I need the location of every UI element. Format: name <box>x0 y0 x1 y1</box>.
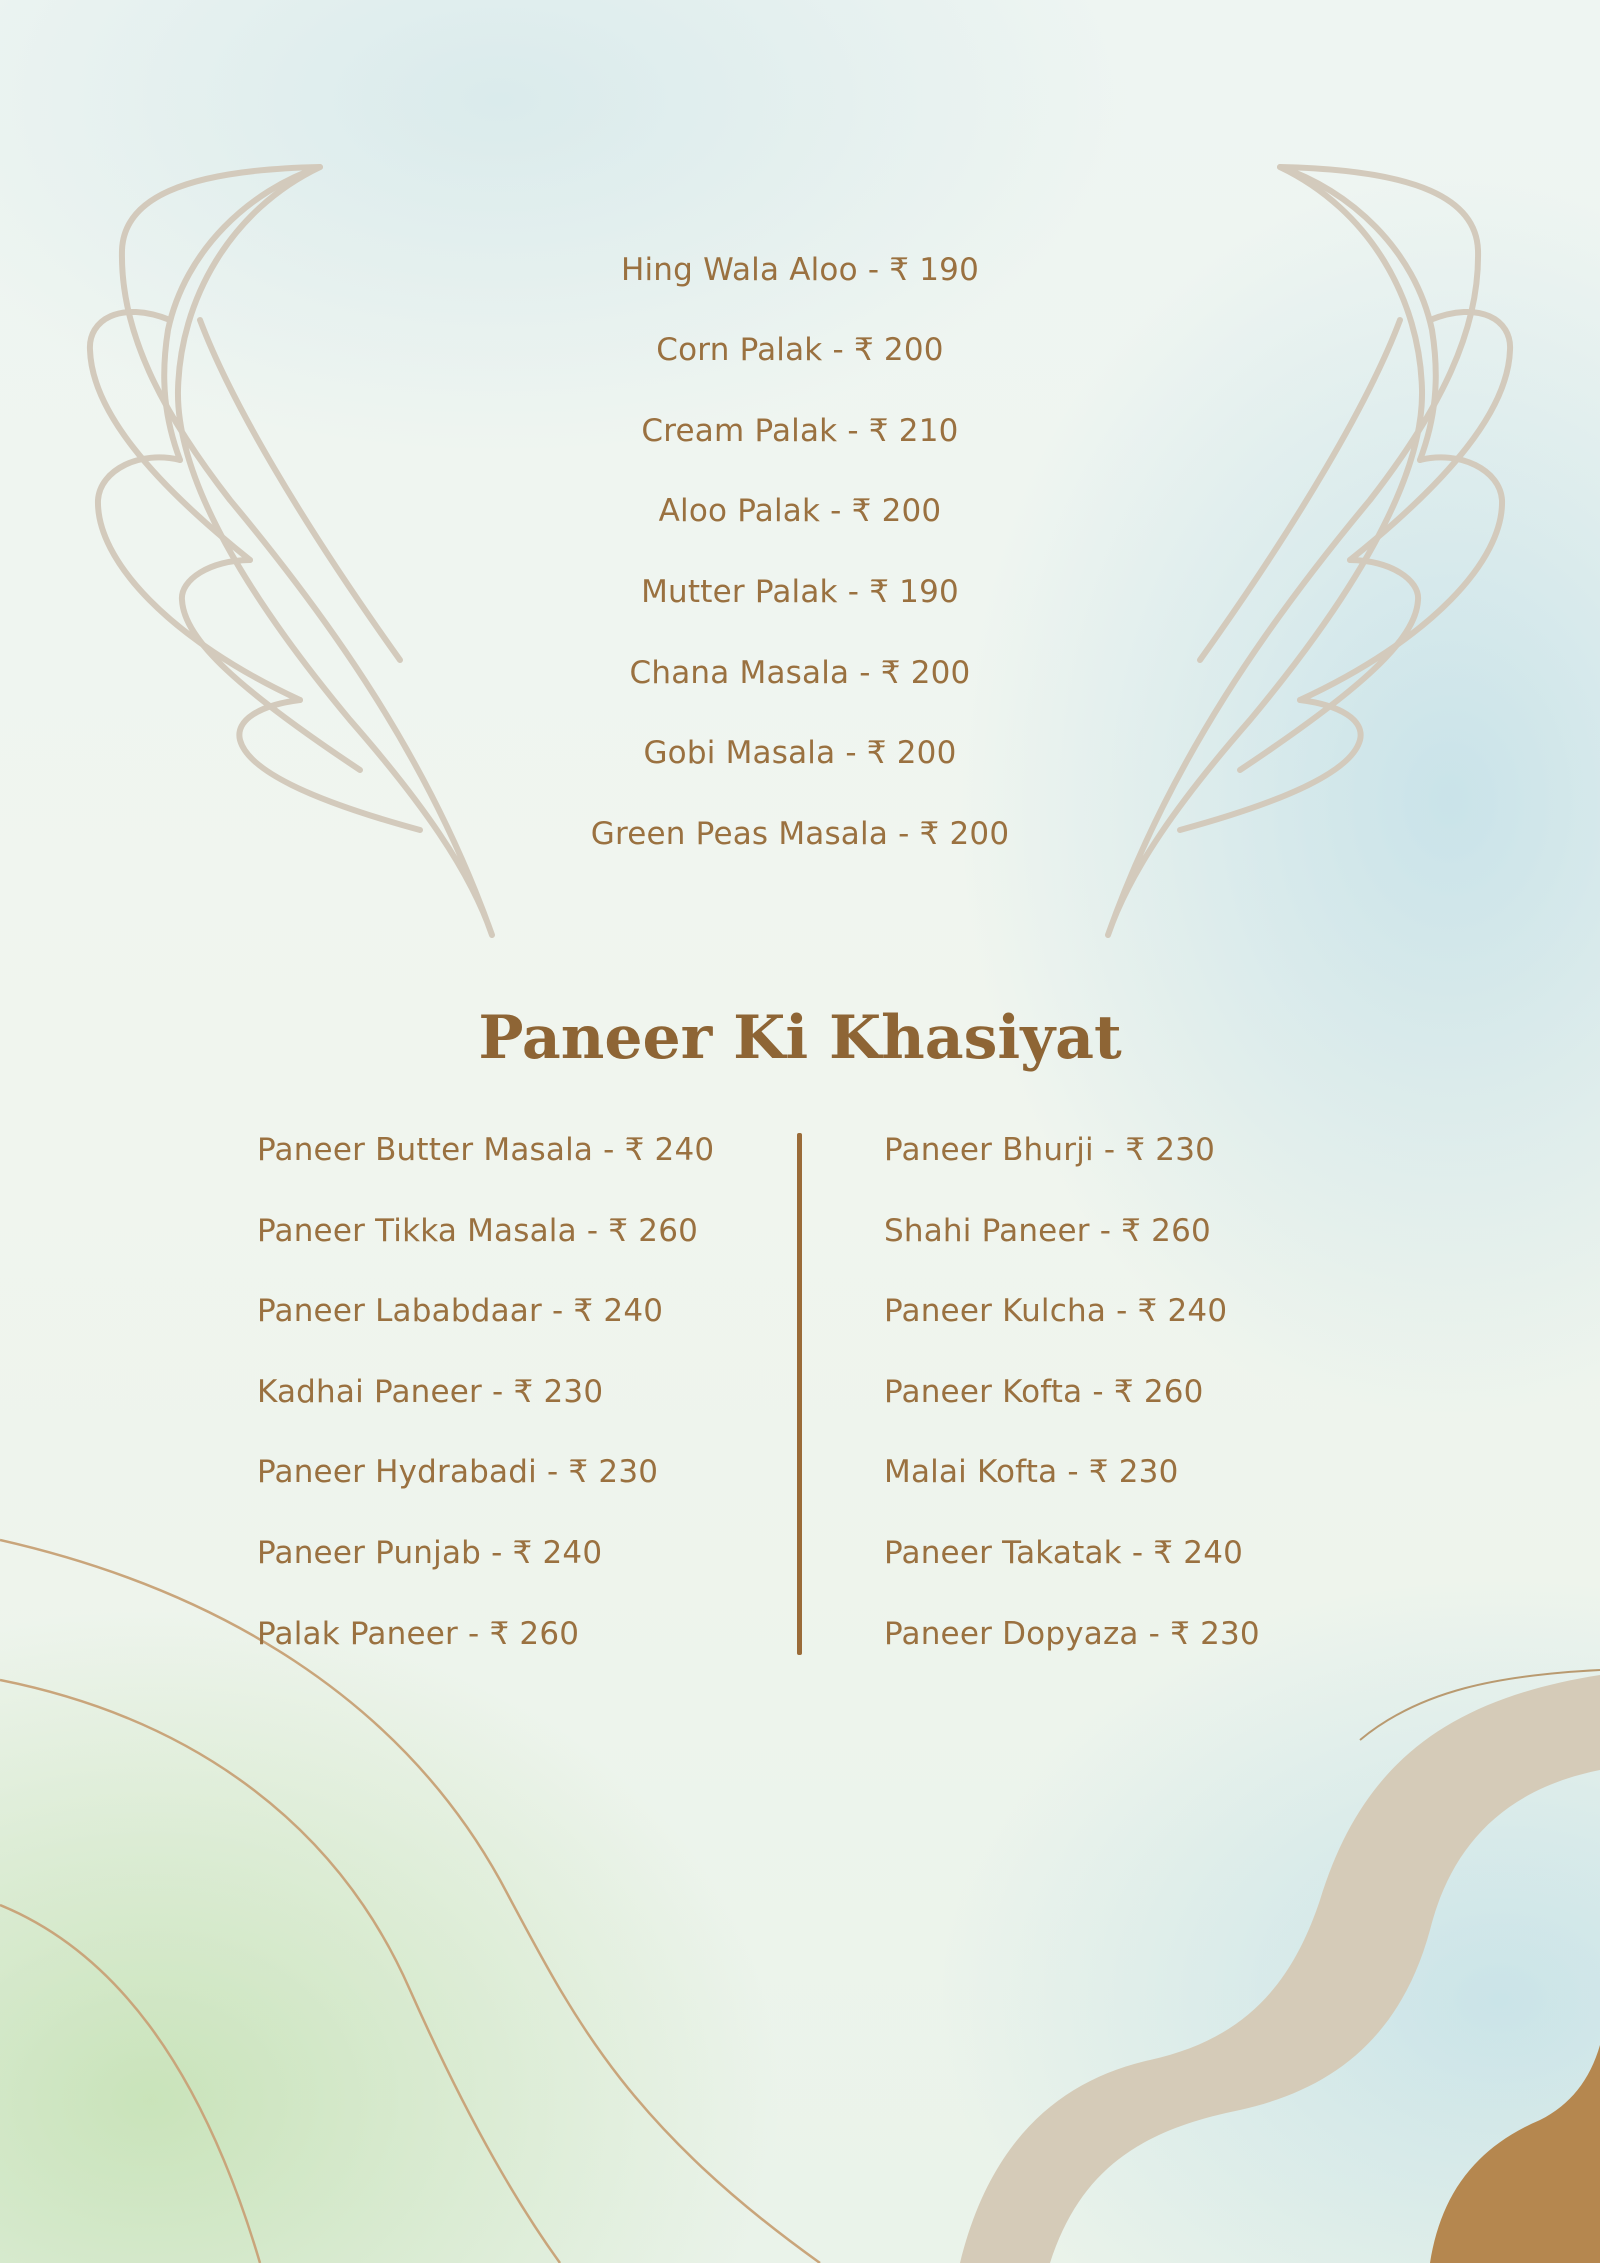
menu-item: Gobi Masala - ₹ 200 <box>643 735 957 771</box>
menu-item: Paneer Bhurji - ₹ 230 <box>884 1132 1216 1168</box>
menu-item: Paneer Kofta - ₹ 260 <box>884 1374 1204 1410</box>
brush-stroke-decoration <box>960 1670 1600 2263</box>
section-title: Paneer Ki Khasiyat <box>478 1003 1122 1073</box>
menu-item: Paneer Takatak - ₹ 240 <box>884 1535 1244 1571</box>
menu-item: Paneer Punjab - ₹ 240 <box>257 1535 603 1571</box>
menu-item: Corn Palak - ₹ 200 <box>656 332 944 368</box>
menu-item: Malai Kofta - ₹ 230 <box>884 1454 1179 1490</box>
menu-item: Paneer Butter Masala - ₹ 240 <box>257 1132 715 1168</box>
menu-item: Hing Wala Aloo - ₹ 190 <box>620 252 980 288</box>
menu-item: Paneer Lababdaar - ₹ 240 <box>257 1293 664 1329</box>
menu-item: Kadhai Paneer - ₹ 230 <box>257 1374 604 1410</box>
menu-item: Cream Palak - ₹ 210 <box>641 413 959 449</box>
menu-item: Paneer Kulcha - ₹ 240 <box>884 1293 1228 1329</box>
menu-item: Shahi Paneer - ₹ 260 <box>884 1213 1211 1249</box>
menu-item: Chana Masala - ₹ 200 <box>629 655 971 691</box>
menu-item: Paneer Dopyaza - ₹ 230 <box>884 1616 1260 1652</box>
menu-item: Palak Paneer - ₹ 260 <box>257 1616 580 1652</box>
menu-item: Paneer Hydrabadi - ₹ 230 <box>257 1454 659 1490</box>
menu-item: Mutter Palak - ₹ 190 <box>641 574 959 610</box>
menu-item: Paneer Tikka Masala - ₹ 260 <box>257 1213 699 1249</box>
menu-item: Aloo Palak - ₹ 200 <box>658 493 942 529</box>
column-divider <box>797 1133 802 1655</box>
menu-item: Green Peas Masala - ₹ 200 <box>590 816 1010 852</box>
